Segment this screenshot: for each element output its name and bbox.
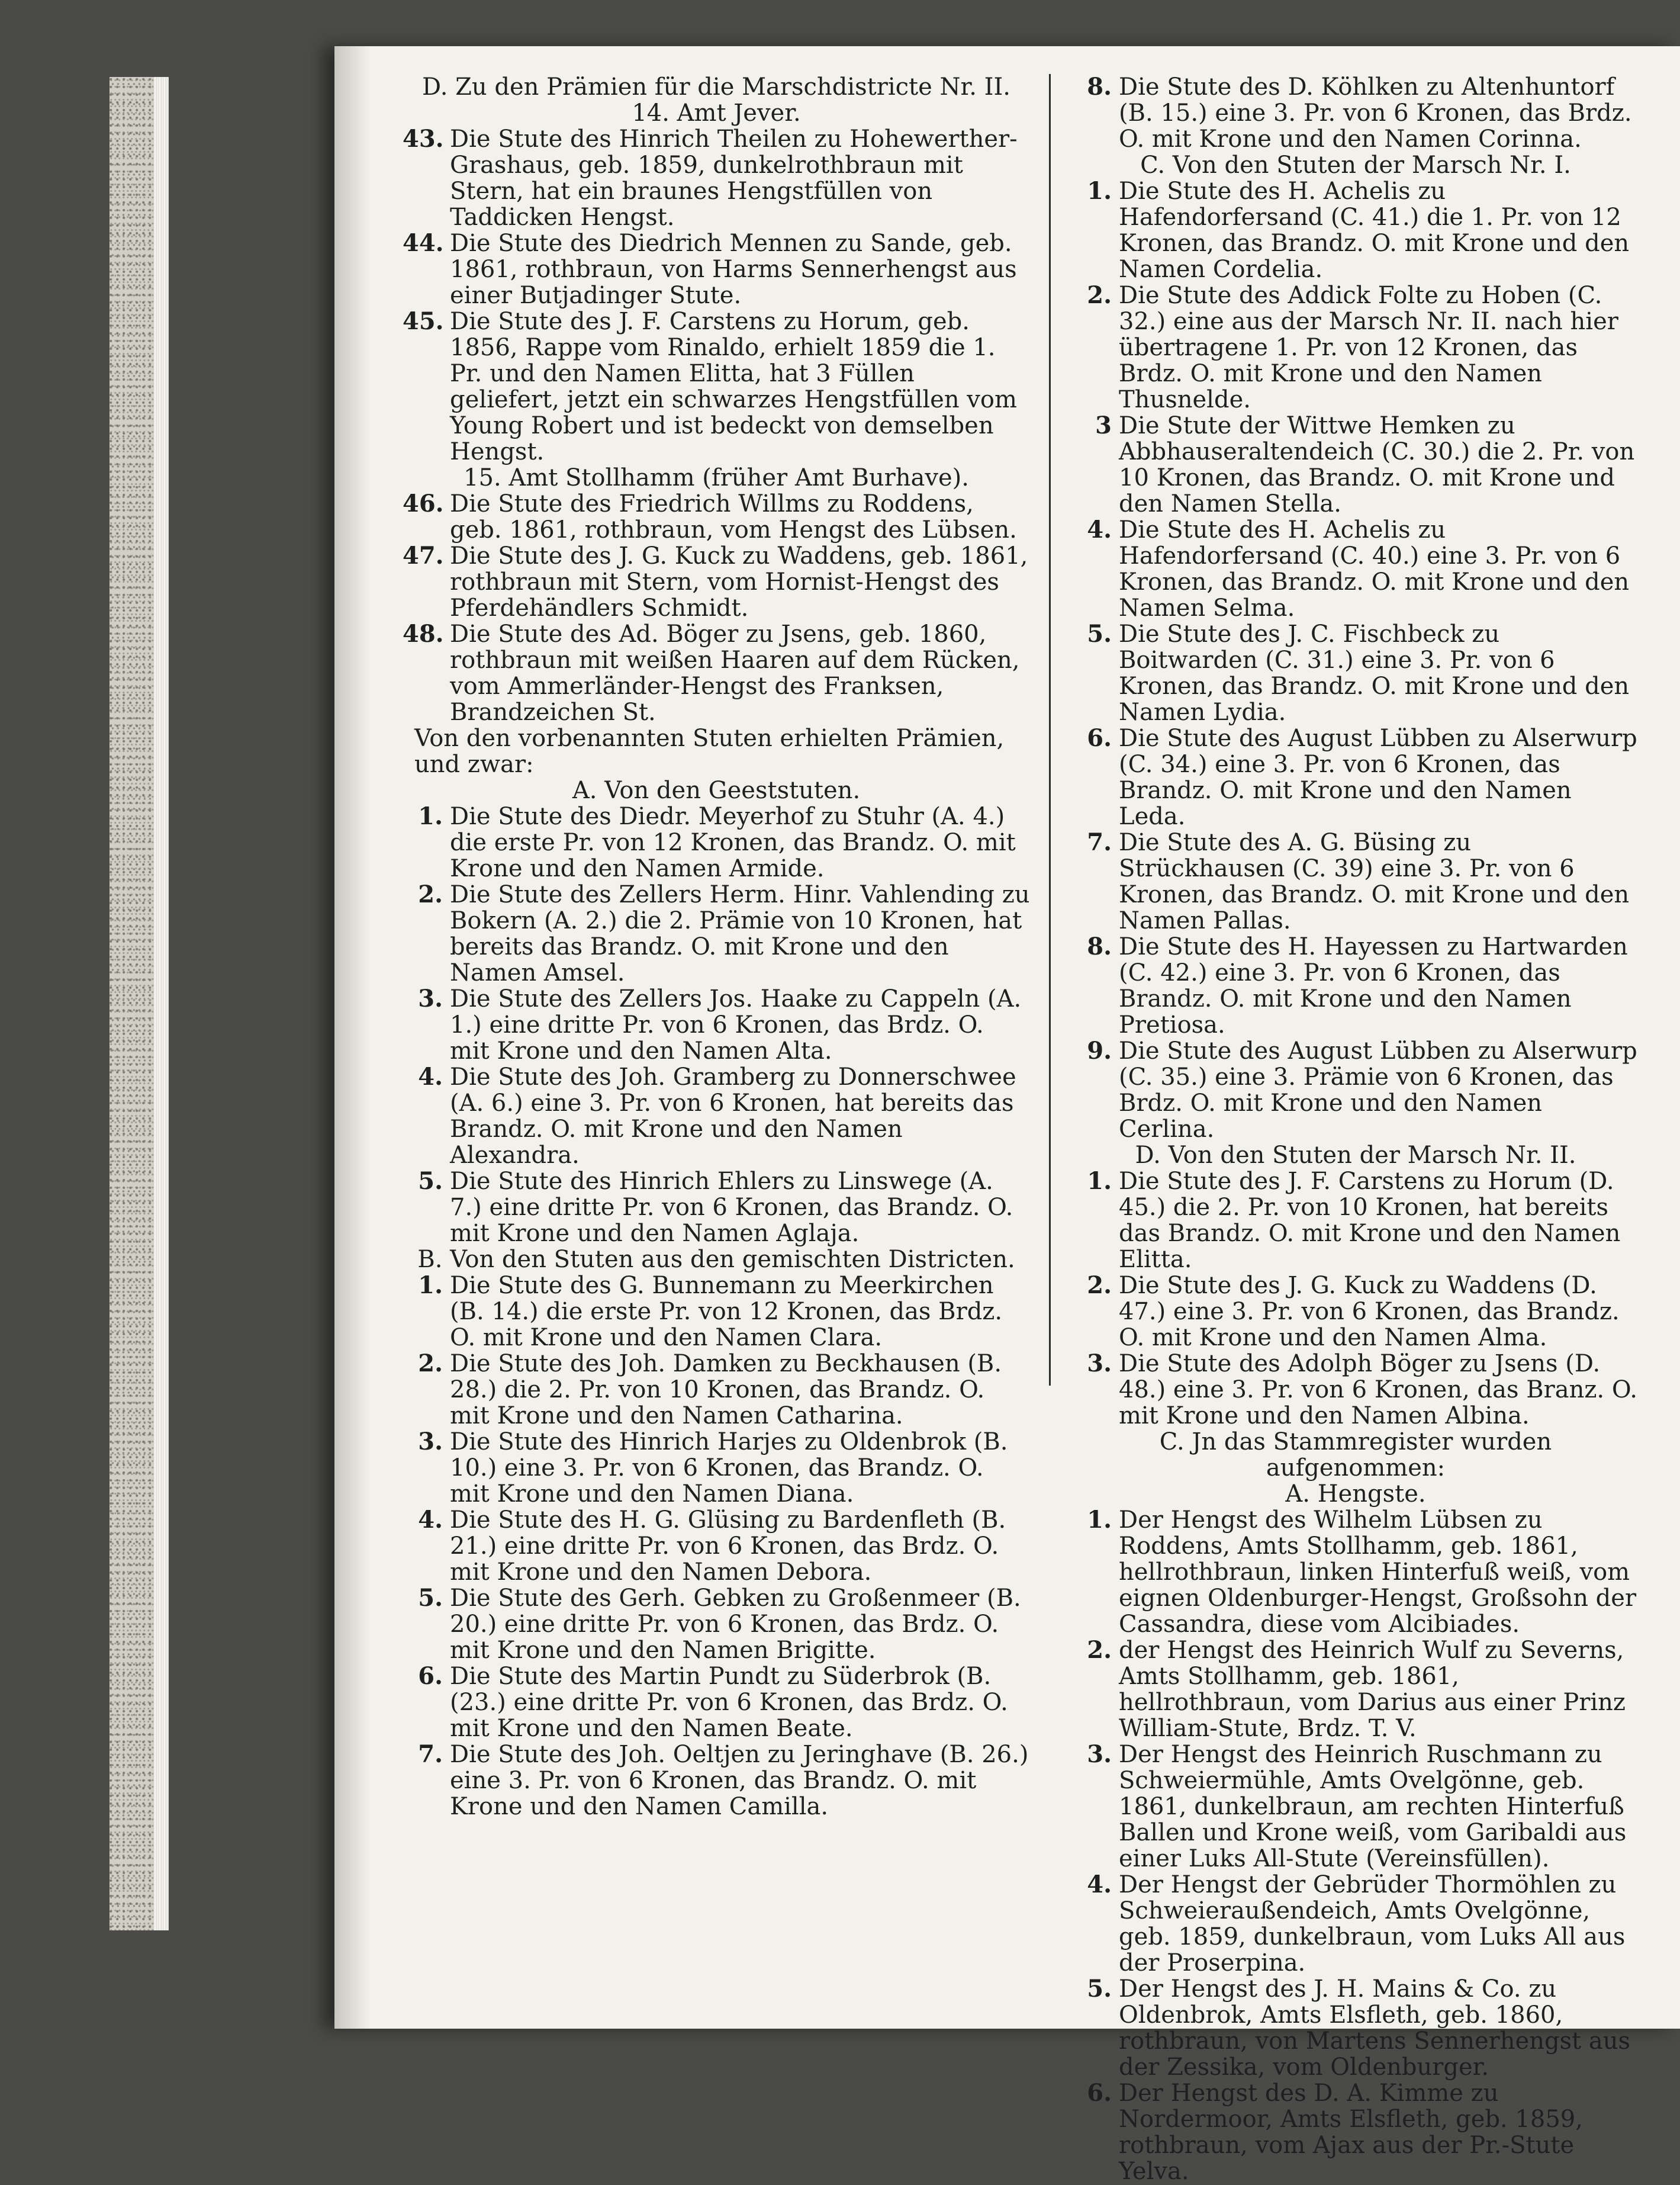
list-item xyxy=(1071,178,1640,282)
section-heading: 15. Amt Stollhamm (früher Amt Burhave). xyxy=(464,464,969,491)
entry-text: Die Stute des Joh. Gramberg zu Donnerschwee (A. 6.) eine 3. Pr. von 6 Kronen, hat bereits das Brandz. O. mit Krone und den Namen Alexandra. xyxy=(450,1063,1016,1169)
entry-number: 3. xyxy=(418,985,443,1013)
section-heading: A. Von den Geeststuten. xyxy=(572,777,861,804)
paragraph: Von den vorbenannten Stuten erhielten Prämien, und zwar: xyxy=(414,725,1005,778)
entry-number: 9. xyxy=(1087,1037,1112,1065)
list-item xyxy=(403,804,1030,882)
list-item xyxy=(1071,1168,1640,1273)
left-column xyxy=(403,74,1030,1820)
entry-number: 3. xyxy=(418,1428,443,1455)
gutter-shadow xyxy=(334,46,370,2029)
entry-number: 4. xyxy=(1087,516,1112,544)
section-heading: D. Von den Stuten der Marsch Nr. II. xyxy=(1135,1142,1576,1169)
entry-number: 5. xyxy=(1087,620,1112,648)
entry-text: Der Hengst des D. A. Kimme zu Nordermoor, Amts Elsfleth, geb. 1859, rothbraun, vom Ajax aus der Pr.-Stute Yelva. xyxy=(1119,2080,1583,2185)
entry-text: Die Stute des Hinrich Theilen zu Hohewerther-Grashaus, geb. 1859, dunkelrothbraun mit Stern, hat ein braunes Hengstfüllen von Taddicken Hengst. xyxy=(450,126,1018,231)
entry-number: 6. xyxy=(1087,724,1112,752)
entry-text: Die Stute des Addick Folte zu Hoben (C. 32.) eine aus der Marsch Nr. II. nach hier übertragene 1. Pr. von 12 Kronen, das Brdz. O. mit Krone und den Namen Thusnelde. xyxy=(1119,282,1618,413)
entry-number: 2. xyxy=(418,881,443,908)
list-item xyxy=(403,543,1030,621)
entry-text: Die Stute des Joh. Oeltjen zu Jeringhave (B. 26.) eine 3. Pr. von 6 Kronen, das Brandz. O. mit Krone und den Namen Camilla. xyxy=(450,1741,1029,1820)
entry-text: Die Stute des Adolph Böger zu Jsens (D. 48.) eine 3. Pr. von 6 Kronen, das Branz. O. mit Krone und den Namen Albina. xyxy=(1119,1350,1638,1429)
entry-number: 47. xyxy=(403,542,444,570)
entry-text: Die Stute des H. G. Glüsing zu Bardenfleth (B. 21.) eine dritte Pr. von 6 Kronen, das Brdz. O. mit Krone und den Namen Debora. xyxy=(450,1506,1006,1586)
entry-number: 5. xyxy=(418,1167,443,1195)
list-item xyxy=(1071,1637,1640,1741)
list-item xyxy=(1071,1038,1640,1142)
entry-number: 7. xyxy=(1087,828,1112,856)
list-item xyxy=(1071,830,1640,934)
list-item xyxy=(1071,74,1640,152)
entry-text: Die Stute des H. Achelis zu Hafendorfersand (C. 41.) die 1. Pr. von 12 Kronen, das Brandz. O. mit Krone und den Namen Cordelia. xyxy=(1119,178,1630,283)
section-heading: C. Jn das Stammregister wurden aufgenommen: xyxy=(1159,1428,1552,1482)
entry-number: 2. xyxy=(1087,1271,1112,1299)
book-edge-speckle xyxy=(110,77,154,1930)
entry-text: der Hengst des Heinrich Wulf zu Severns, Amts Stollhamm, geb. 1861, hellrothbraun, vom Darius aus einer Prinz William-Stute, Brdz. T. V. xyxy=(1119,1637,1626,1742)
entry-number: 45. xyxy=(403,307,444,335)
entry-number: 1. xyxy=(1087,1506,1112,1534)
list-item xyxy=(1071,621,1640,725)
entry-number: 46. xyxy=(403,490,444,518)
section-heading: 14. Amt Jever. xyxy=(632,99,801,127)
entry-number: 43. xyxy=(403,125,444,153)
list-item xyxy=(403,491,1030,543)
entry-number: 5. xyxy=(1087,1975,1112,2003)
entry-number: 44. xyxy=(403,229,444,257)
entry-number: 7. xyxy=(418,1740,443,1768)
list-item xyxy=(1071,1976,1640,2080)
entry-number: 2. xyxy=(1087,281,1112,309)
list-item xyxy=(403,1429,1030,1507)
list-item xyxy=(403,126,1030,230)
entry-text: Die Stute der Wittwe Hemken zu Abbhauseraltendeich (C. 30.) die 2. Pr. von 10 Kronen, das Brandz. O. mit Krone und den Namen Stella. xyxy=(1119,412,1635,518)
list-item xyxy=(403,1585,1030,1663)
list-item xyxy=(403,1273,1030,1351)
list-item xyxy=(403,309,1030,465)
entry-text: Die Stute des Diedrich Mennen zu Sande, geb. 1861, rothbraun, von Harms Sennerhengst aus einer Butjadinger Stute. xyxy=(450,230,1017,309)
entry-text: Die Stute des Zellers Jos. Haake zu Cappeln (A. 1.) eine dritte Pr. von 6 Kronen, das Brdz. O. mit Krone und den Namen Alta. xyxy=(450,985,1022,1065)
entry-number: 8. xyxy=(1087,933,1112,960)
list-item xyxy=(403,1168,1030,1246)
entry-text: Die Stute des Ad. Böger zu Jsens, geb. 1860, rothbraun mit weißen Haaren auf dem Rücken, vom Ammerländer-Hengst des Franksen, Brandzeichen St. xyxy=(450,621,1020,726)
entry-number: 1. xyxy=(1087,177,1112,205)
entry-text: Die Stute des Zellers Herm. Hinr. Vahlending zu Bokern (A. 2.) die 2. Prämie von 10 Kronen, hat bereits das Brandz. O. mit Krone und den Namen Amsel. xyxy=(450,881,1030,987)
entry-number: 5. xyxy=(418,1584,443,1612)
list-item xyxy=(1071,725,1640,830)
list-item xyxy=(403,986,1030,1064)
list-item xyxy=(403,1064,1030,1168)
list-item xyxy=(1071,1351,1640,1429)
section-heading: A. Hengste. xyxy=(1285,1480,1426,1508)
entry-text: Die Stute des A. G. Büsing zu Strückhausen (C. 39) eine 3. Pr. von 6 Kronen, das Brandz. O. mit Krone und den Namen Pallas. xyxy=(1119,829,1630,934)
entry-text: Die Stute des J. F. Carstens zu Horum (D. 45.) die 2. Pr. von 10 Kronen, hat bereits das Brandz. O. mit Krone und den Namen Elitta. xyxy=(1119,1168,1621,1273)
entry-text: Die Stute des Hinrich Harjes zu Oldenbrok (B. 10.) eine 3. Pr. von 6 Kronen, das Brandz. O. mit Krone und den Namen Diana. xyxy=(450,1428,1008,1508)
entry-text: Die Stute des H. Achelis zu Hafendorfersand (C. 40.) eine 3. Pr. von 6 Kronen, das Brandz. O. mit Krone und den Namen Selma. xyxy=(1119,516,1630,622)
entry-number: 8. xyxy=(1087,73,1112,101)
list-item xyxy=(403,1741,1030,1820)
entry-text: Die Stute des J. G. Kuck zu Waddens (D. 47.) eine 3. Pr. von 6 Kronen, das Brandz. O. mit Krone und den Namen Alma. xyxy=(1119,1272,1620,1351)
list-item xyxy=(403,621,1030,725)
entry-text: Die Stute des Martin Pundt zu Süderbrok (B. (23.) eine dritte Pr. von 6 Kronen, das Brdz. O. mit Krone und den Namen Beate. xyxy=(450,1663,1008,1742)
entry-text: Der Hengst des Heinrich Ruschmann zu Schweiermühle, Amts Ovelgönne, geb. 1861, dunkelbraun, am rechten Hinterfuß Ballen und Krone weiß, vom Garibaldi aus einer Luks All-Stute (Vereinsfüllen). xyxy=(1119,1741,1627,1872)
entry-text: Die Stute des J. F. Carstens zu Horum, geb. 1856, Rappe vom Rinaldo, erhielt 1859 die 1. Pr. und den Namen Elitta, hat 3 Füllen geliefert, jetzt ein schwarzes Hengstfüllen vom Young Robert und ist bedeckt von demselben Hengst. xyxy=(450,308,1017,465)
list-item xyxy=(403,1351,1030,1429)
entry-text: Die Stute des Diedr. Meyerhof zu Stuhr (A. 4.) die erste Pr. von 12 Kronen, das Brandz. O. mit Krone und den Namen Armide. xyxy=(450,803,1016,882)
right-column xyxy=(1071,74,1640,2184)
list-item xyxy=(403,230,1030,309)
entry-number: 3. xyxy=(1087,1740,1112,1768)
entry-number: 1. xyxy=(418,802,443,830)
entry-text: Die Stute des D. Köhlken zu Altenhuntorf (B. 15.) eine 3. Pr. von 6 Kronen, das Brdz. O. mit Krone und den Namen Corinna. xyxy=(1119,73,1632,153)
entry-text: Der Hengst des Wilhelm Lübsen zu Roddens, Amts Stollhamm, geb. 1861, hellrothbraun, linken Hinterfuß weiß, vom eignen Oldenburger-Hengst, Großsohn der Cassandra, diese vom Alcibiades. xyxy=(1119,1506,1637,1638)
entry-number: 3. xyxy=(1087,1349,1112,1377)
list-item xyxy=(1071,413,1640,517)
entry-text: Der Hengst der Gebrüder Thormöhlen zu Schweieraußendeich, Amts Ovelgönne, geb. 1859, dunkelbraun, vom Luks All aus der Proserpina. xyxy=(1119,1871,1626,1977)
entry-number: 1. xyxy=(418,1271,443,1299)
entry-text: Die Stute des J. G. Kuck zu Waddens, geb. 1861, rothbraun mit Stern, vom Hornist-Hengst des Pferdehändlers Schmidt. xyxy=(450,542,1028,622)
entry-text: Die Stute des J. C. Fischbeck zu Boitwarden (C. 31.) eine 3. Pr. von 6 Kronen, das Brandz. O. mit Krone und den Namen Lydia. xyxy=(1119,621,1630,726)
list-item xyxy=(1071,1273,1640,1351)
entry-number: 2. xyxy=(418,1349,443,1377)
entry-number: 4. xyxy=(418,1506,443,1534)
entry-number: 3 xyxy=(1095,412,1112,439)
list-item xyxy=(403,1663,1030,1741)
list-item xyxy=(1071,517,1640,621)
list-item xyxy=(403,1507,1030,1585)
entry-text: Die Stute des G. Bunnemann zu Meerkirchen (B. 14.) die erste Pr. von 12 Kronen, das Brdz. O. mit Krone und den Namen Clara. xyxy=(450,1272,1003,1351)
entry-text: Die Stute des August Lübben zu Alserwurp (C. 35.) eine 3. Prämie von 6 Kronen, das Brdz. O. mit Krone und den Namen Cerlina. xyxy=(1119,1037,1637,1143)
section-heading: D. Zu den Prämien für die Marschdistricte Nr. II. xyxy=(422,73,1010,101)
section-heading: C. Von den Stuten der Marsch Nr. I. xyxy=(1140,152,1571,179)
entry-text: Die Stute des Gerh. Gebken zu Großenmeer (B. 20.) eine dritte Pr. von 6 Kronen, das Brdz. O. mit Krone und den Namen Brigitte. xyxy=(450,1585,1021,1664)
entry-number: 1. xyxy=(1087,1167,1112,1195)
entry-text: Die Stute des Friedrich Willms zu Roddens, geb. 1861, rothbraun, vom Hengst des Lübsen. xyxy=(450,490,1017,544)
list-item xyxy=(1071,934,1640,1038)
list-item xyxy=(1071,1741,1640,1872)
list-item xyxy=(1071,1872,1640,1976)
entry-number: 6. xyxy=(1087,2079,1112,2107)
entry-number: 6. xyxy=(418,1662,443,1690)
entry-number: 4. xyxy=(418,1063,443,1091)
entry-text: Die Stute des Hinrich Ehlers zu Linswege (A. 7.) eine dritte Pr. von 6 Kronen, das Brandz. O. mit Krone und den Namen Aglaja. xyxy=(450,1168,1013,1247)
entry-text: Der Hengst des J. H. Mains & Co. zu Oldenbrok, Amts Elsfleth, geb. 1860, rothbraun, von Martens Sennerhengst aus der Zessika, vom Oldenburger. xyxy=(1119,1975,1631,2081)
list-item xyxy=(1071,282,1640,413)
entry-number: 2. xyxy=(1087,1636,1112,1664)
entry-number: 4. xyxy=(1087,1871,1112,1898)
list-item xyxy=(1071,2080,1640,2184)
entry-text: Die Stute des Joh. Damken zu Beckhausen (B. 28.) die 2. Pr. von 10 Kronen, das Brandz. O. mit Krone und den Namen Catharina. xyxy=(450,1350,1002,1429)
entry-text: Die Stute des H. Hayessen zu Hartwarden (C. 42.) eine 3. Pr. von 6 Kronen, das Brandz. O. mit Krone und den Namen Pretiosa. xyxy=(1119,933,1628,1039)
entry-number: 48. xyxy=(403,620,444,648)
entry-text: Die Stute des August Lübben zu Alserwurp (C. 34.) eine 3. Pr. von 6 Kronen, das Brandz. O. mit Krone und den Namen Leda. xyxy=(1119,725,1637,830)
column-divider xyxy=(1049,74,1051,1386)
list-item xyxy=(403,882,1030,986)
list-item xyxy=(1071,1507,1640,1637)
section-heading: B. Von den Stuten aus den gemischten Districten. xyxy=(417,1246,1015,1273)
